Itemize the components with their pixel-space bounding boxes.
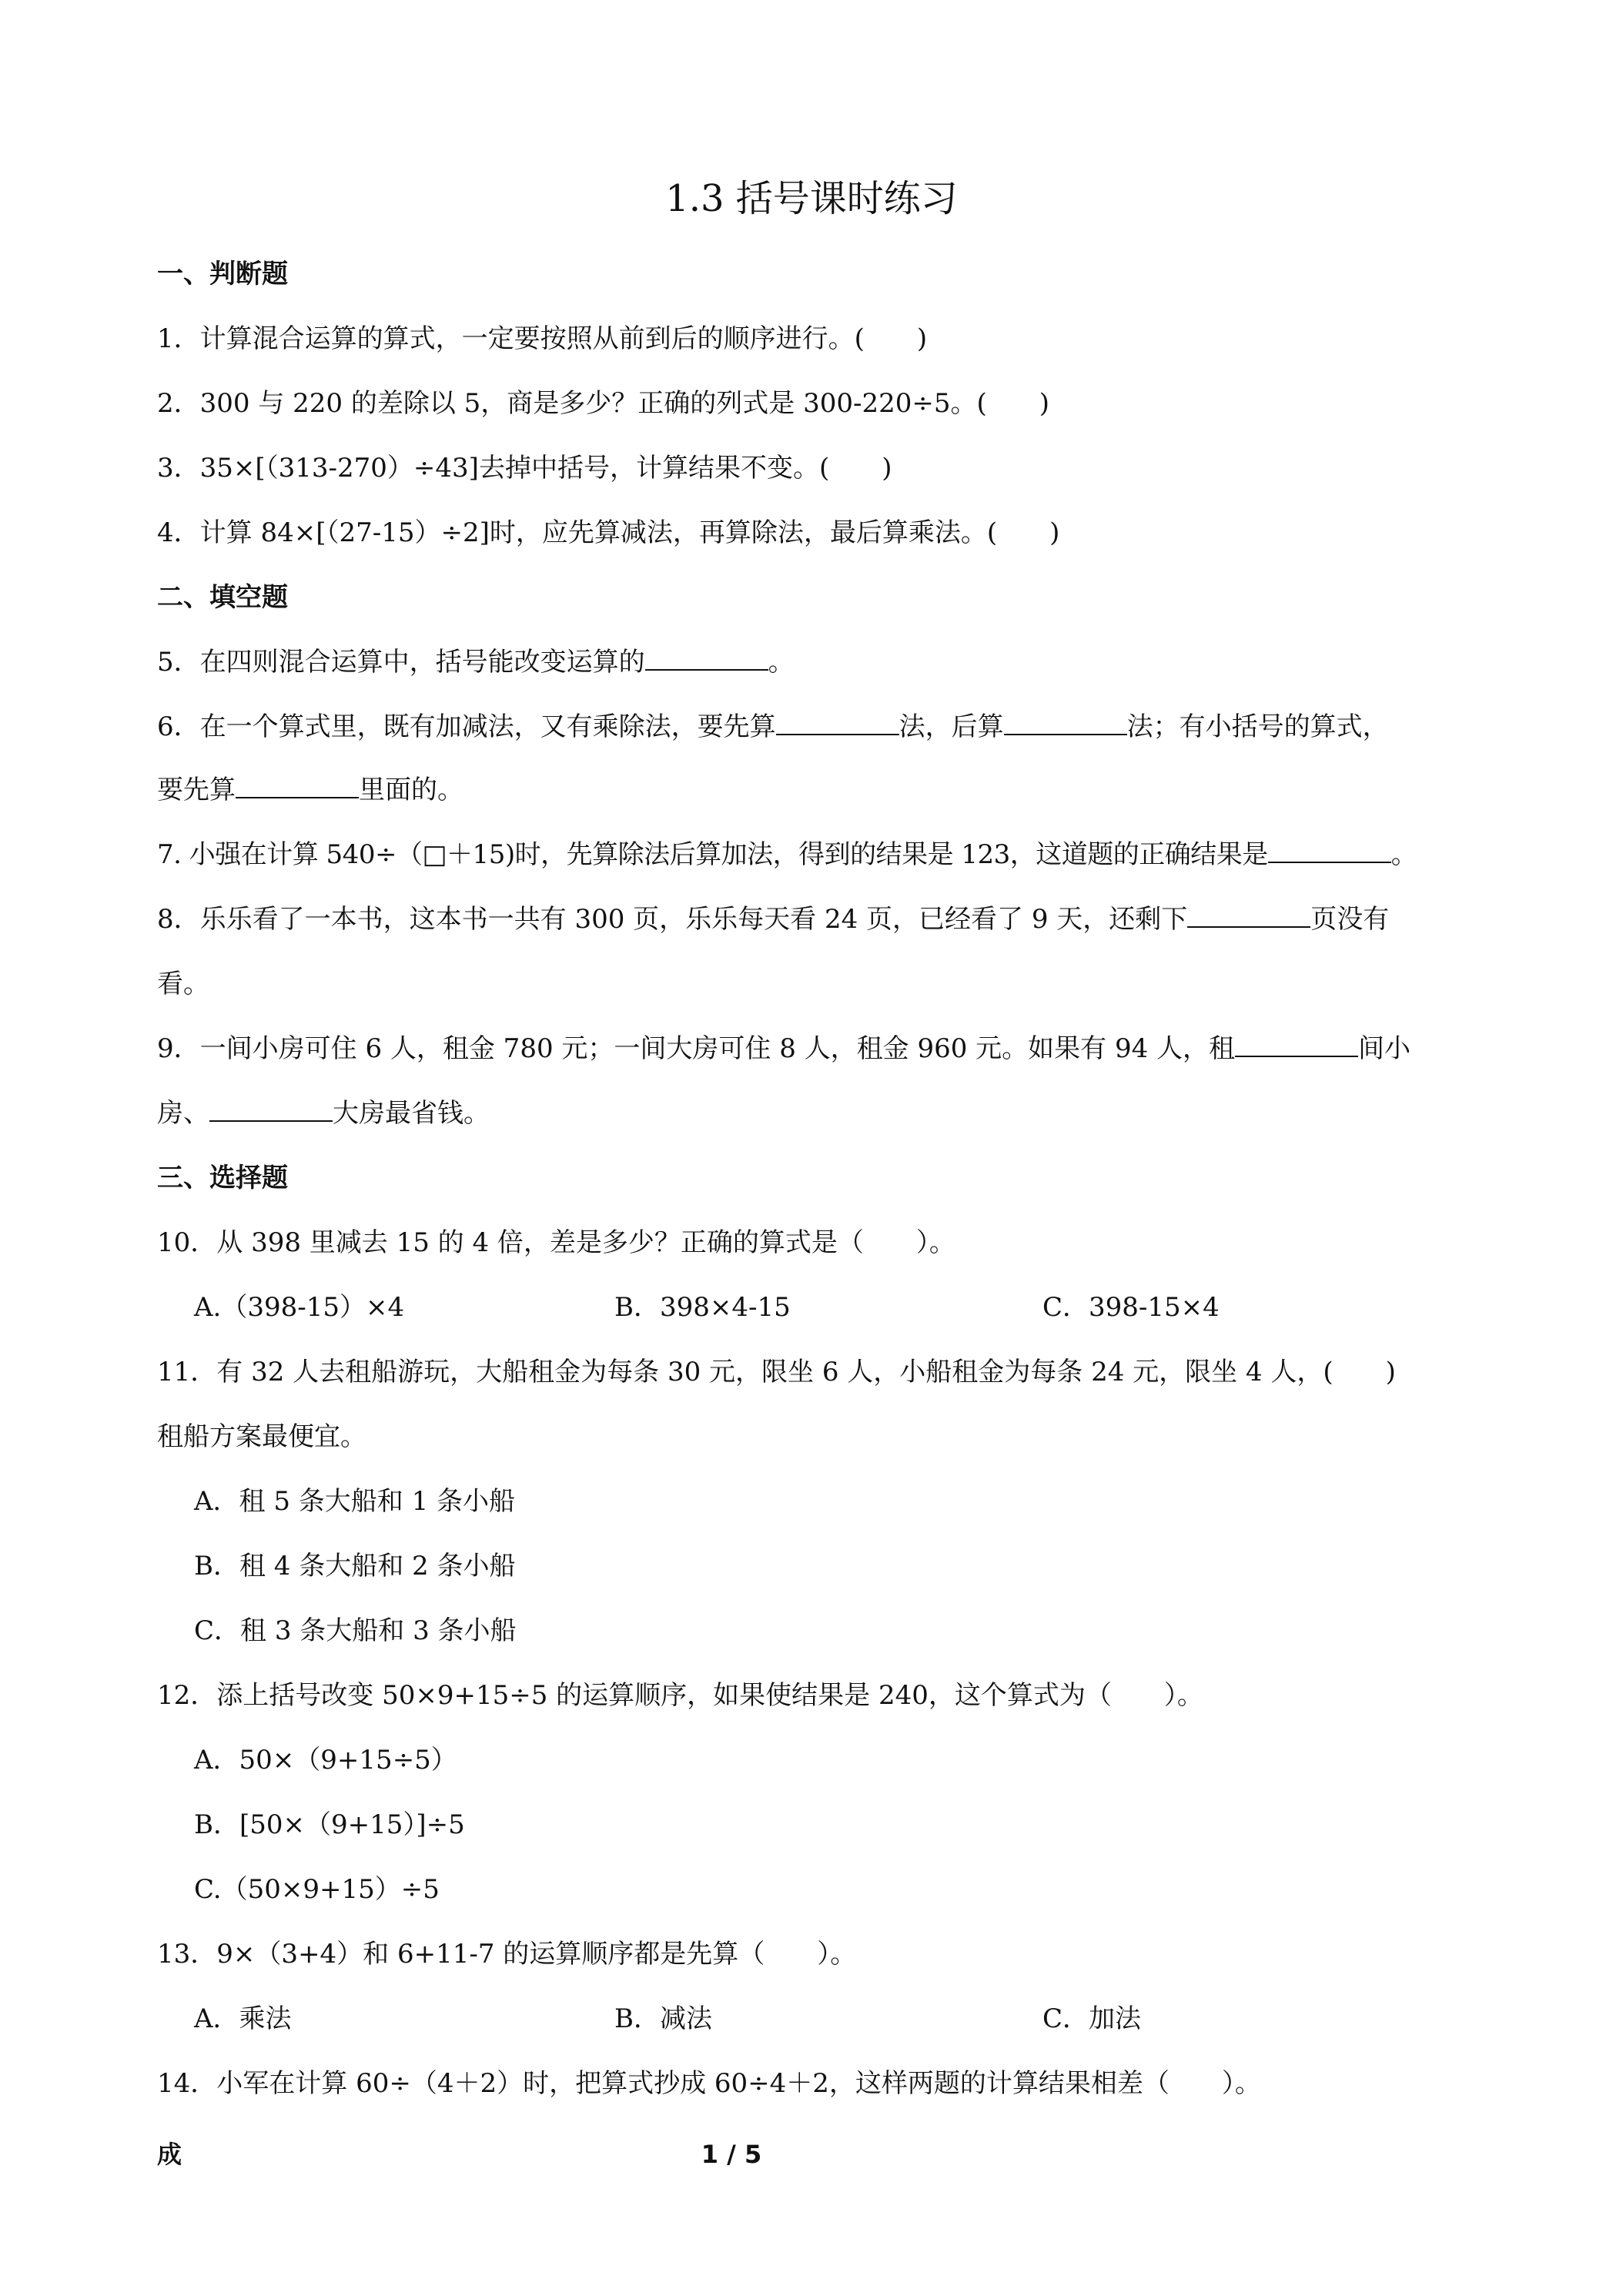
page-title: 1.3 括号课时练习: [665, 177, 958, 220]
question-8-text: 8．乐乐看了一本书，这本书一共有 300 页，乐乐每天看 24 页，已经看了 9 天，还剩下: [157, 904, 1188, 935]
question-11-continued: 租船方案最便宜。: [157, 1421, 366, 1452]
question-6-text: 法；有小括号的算式，: [1126, 711, 1389, 742]
question-14: 14．小军在计算 60÷（4＋2）时，把算式抄成 60÷4＋2，这样两题的计算结果相差（ ）。: [157, 2068, 1261, 2099]
question-9: [157, 1032, 1481, 1066]
answer-blank[interactable]: [236, 774, 359, 798]
question-7-text: 7. 小强在计算 540÷（□＋15)时，先算除法后算加法，得到的结果是 123，这道题的正确结果是: [157, 839, 1268, 870]
footer-left-text: 成: [157, 2140, 182, 2169]
option-c[interactable]: C．租 3 条大船和 3 条小船: [194, 1615, 517, 1646]
option-c[interactable]: C．加法: [1042, 2003, 1142, 2034]
option-c[interactable]: C.（50×9+15）÷5: [194, 1874, 440, 1905]
question-12: 12．添上括号改变 50×9+15÷5 的运算顺序，如果使结果是 240，这个算式为（ ）。: [157, 1680, 1203, 1711]
question-6-text: 要先算: [157, 775, 236, 805]
question-8: [157, 902, 1481, 936]
question-6-text: 法，后算: [899, 711, 1004, 742]
answer-blank[interactable]: [1235, 1033, 1358, 1057]
option-b[interactable]: B．398×4-15: [614, 1292, 791, 1323]
option-a[interactable]: A．50×（9+15÷5）: [194, 1745, 457, 1776]
question-3: 3．35×[（313-270）÷43]去掉中括号，计算结果不变。( ): [157, 453, 892, 484]
page-number: 1 / 5: [701, 2140, 762, 2169]
question-9-text: 大房最省钱。: [333, 1098, 490, 1129]
answer-blank[interactable]: [1187, 903, 1310, 928]
question-9-text: 9．一间小房可住 6 人，租金 780 元；一间大房可住 8 人，租金 960 元。如果有 94 人，租: [157, 1033, 1236, 1064]
question-6-text: 6．在一个算式里，既有加减法，又有乘除法，要先算: [157, 711, 776, 742]
question-7: [157, 838, 1481, 872]
question-10: 10．从 398 里减去 15 的 4 倍，差是多少？正确的算式是（ ）。: [157, 1227, 955, 1258]
question-5-end: 。: [768, 647, 795, 678]
option-b[interactable]: B．租 4 条大船和 2 条小船: [194, 1551, 516, 1581]
question-7-end: 。: [1390, 839, 1417, 870]
option-a[interactable]: A．租 5 条大船和 1 条小船: [194, 1486, 516, 1517]
question-4: 4．计算 84×[（27-15）÷2]时，应先算减法，再算除法，最后算乘法。( ): [157, 517, 1060, 548]
question-1: 1．计算混合运算的算式，一定要按照从前到后的顺序进行。( ): [157, 323, 928, 354]
option-a[interactable]: A.（398-15）×4: [194, 1292, 405, 1323]
option-b[interactable]: B．[50×（9+15）]÷5: [194, 1809, 465, 1840]
question-8-continued: 看。: [157, 969, 209, 999]
question-6: [157, 710, 1481, 744]
question-5-text: 5．在四则混合运算中，括号能改变运算的: [157, 647, 645, 678]
option-a[interactable]: A．乘法: [194, 2003, 292, 2034]
question-9-text: 房、: [157, 1098, 209, 1129]
section-heading-judgement: 一、判断题: [157, 259, 288, 290]
section-heading-multiple-choice: 三、选择题: [157, 1163, 288, 1193]
question-13: 13．9×（3+4）和 6+11-7 的运算顺序都是先算（ ）。: [157, 1939, 857, 1970]
question-9-text: 间小: [1358, 1033, 1411, 1064]
section-heading-fill-blank: 二、填空题: [157, 582, 288, 613]
question-5: [157, 645, 1481, 679]
answer-blank[interactable]: [1004, 711, 1127, 735]
question-6-continued: [157, 773, 1481, 807]
answer-blank[interactable]: [645, 646, 768, 671]
option-b[interactable]: B．减法: [614, 2003, 712, 2034]
question-11: 11．有 32 人去租船游玩，大船租金为每条 30 元，限坐 6 人，小船租金为每条 24 元，限坐 4 人，( ): [157, 1357, 1396, 1387]
option-c[interactable]: C．398-15×4: [1042, 1292, 1220, 1323]
question-2: 2．300 与 220 的差除以 5，商是多少？正确的列式是 300-220÷5。( ): [157, 388, 1050, 419]
question-8-text: 页没有: [1310, 904, 1390, 935]
question-9-continued: [157, 1096, 1481, 1130]
question-6-text: 里面的。: [359, 775, 463, 805]
answer-blank[interactable]: [776, 711, 899, 735]
answer-blank[interactable]: [1268, 838, 1391, 863]
answer-blank[interactable]: [209, 1097, 333, 1122]
